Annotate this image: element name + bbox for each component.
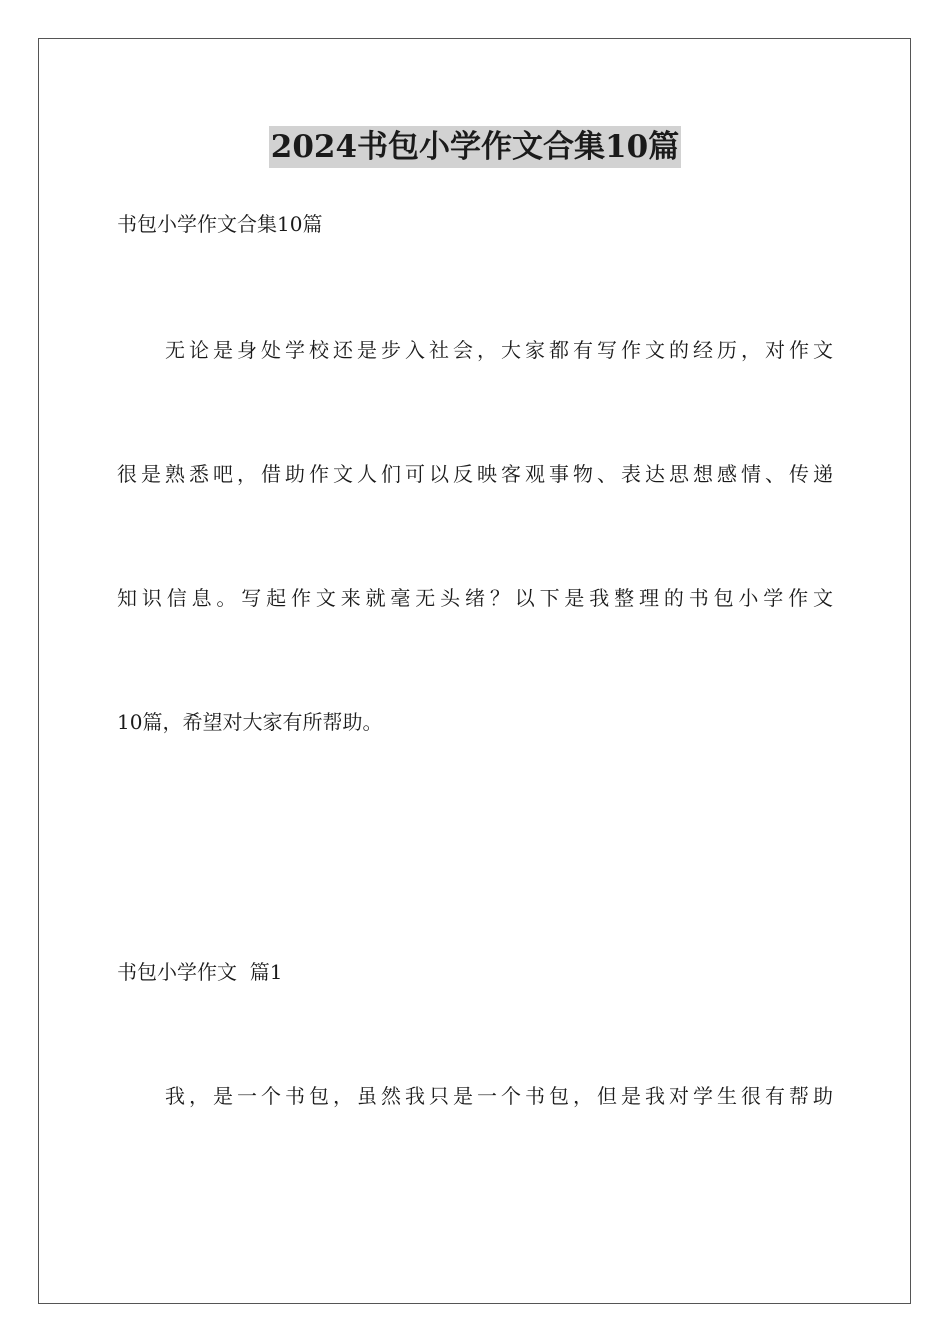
section-heading: 书包小学作文 篇1 — [117, 960, 283, 984]
intro-paragraph-line-4: 10篇，希望对大家有所帮助。 — [117, 710, 383, 734]
intro-paragraph-line-3: 知识信息。写起作文来就毫无头绪？以下是我整理的书包小学作文 — [117, 586, 833, 610]
intro-paragraph-line-1: 无论是身处学校还是步入社会，大家都有写作文的经历，对作文 — [165, 338, 833, 362]
document-subtitle: 书包小学作文合集10篇 — [117, 212, 323, 236]
section-paragraph-line-1: 我，是一个书包，虽然我只是一个书包，但是我对学生很有帮助 — [165, 1084, 833, 1108]
document-title: 2024书包小学作文合集10篇 — [269, 126, 681, 168]
title-container — [0, 126, 950, 168]
intro-paragraph-line-2: 很是熟悉吧，借助作文人们可以反映客观事物、表达思想感情、传递 — [117, 462, 833, 486]
